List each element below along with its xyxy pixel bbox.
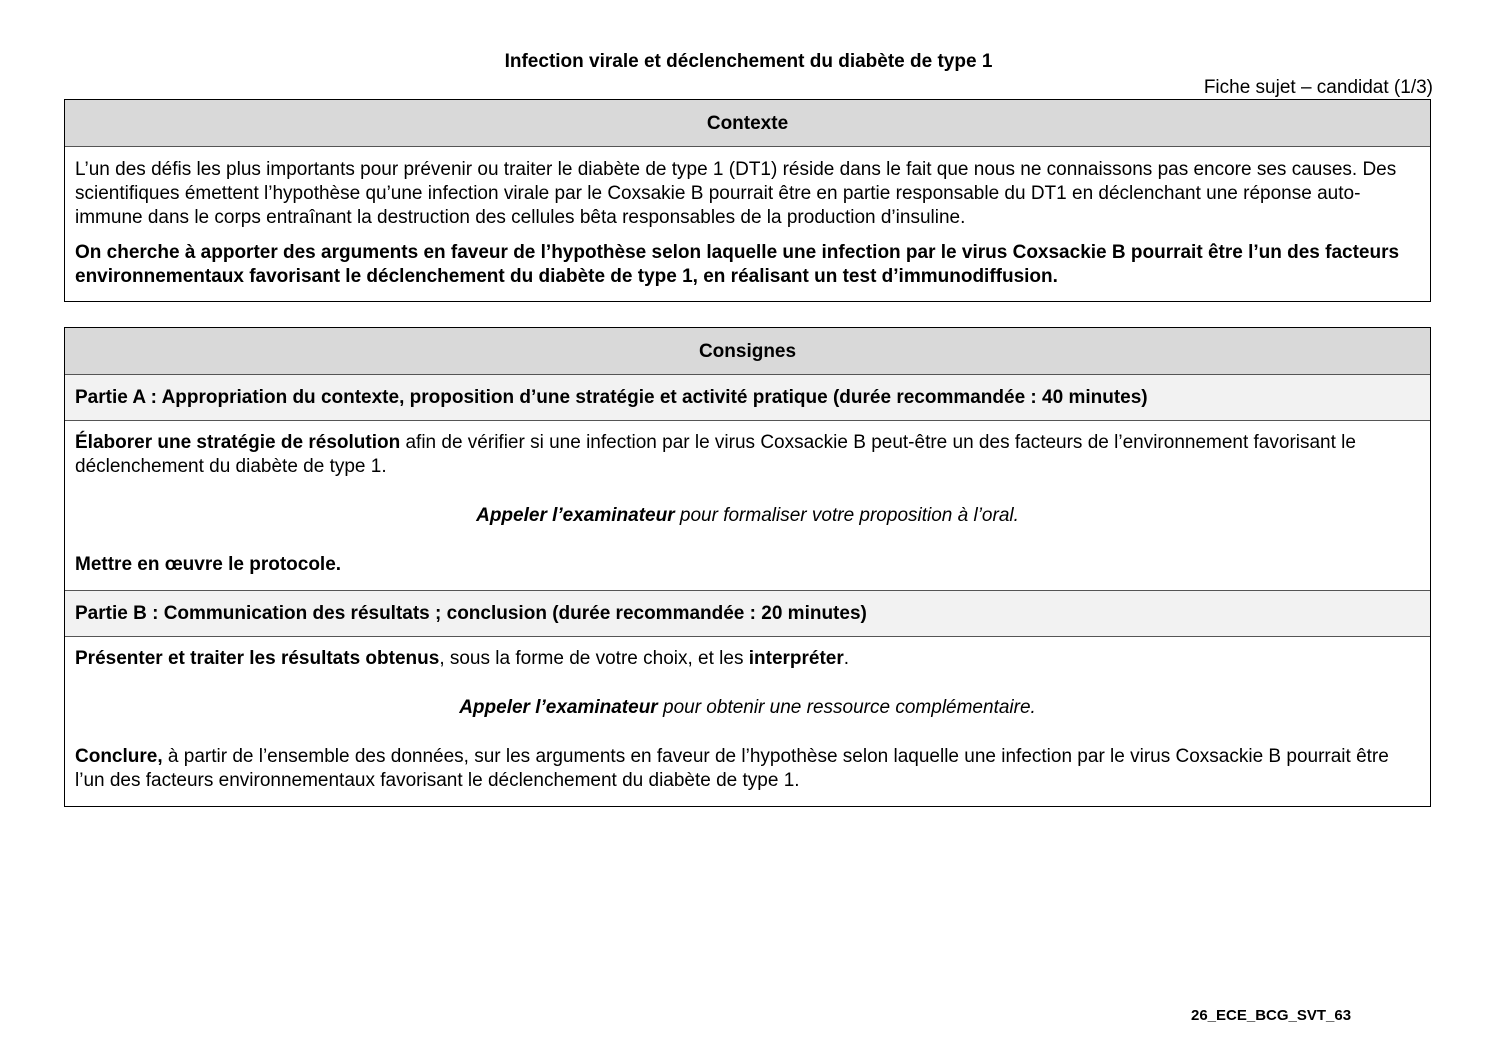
part-b-interpret-bold: interpréter [748,648,844,669]
part-b-conclude-bold: Conclure, [75,746,163,767]
part-a-call-examiner [75,504,1420,528]
call-examiner-bold: Appeler l’examinateur [476,505,675,526]
part-a-strategy [75,431,1420,479]
part-b-conclude-text: à partir de l’ensemble des données, sur les arguments en faveur de l’hypothèse selon laquelle une infection par le virus Coxsackie B pourrait être l’un des facteurs environnementaux favorisant le déclenchement du diabète de type 1. [75,746,1389,791]
part-b-present [75,647,1420,671]
document-title: Infection virale et déclenchement du diabète de type 1 [504,51,993,72]
context-paragraph: L’un des défis les plus importants pour prévenir ou traiter le diabète de type 1 (DT1) réside dans le fait que nous ne connaissons pas encore ses causes. Des scientifiques émettent l’hypothèse qu’une infection virale par le Coxsakie B pourrait être en partie responsable du DT1 en déclenchant une réponse auto-immune dans le corps entraînant la destruction des cellules bêta responsables de la production d’insuline. [75,159,1397,228]
call-examiner-bold: Appeler l’examinateur [459,697,658,718]
part-b-present-end: . [843,648,850,669]
context-section [64,99,1431,302]
context-objective: On cherche à apporter des arguments en faveur de l’hypothèse selon laquelle une infection par le virus Coxsackie B pourrait être l’un des facteurs environnementaux favorisant le déclenchement du diabète de type 1, en réalisant un test d’immunodiffusion. [75,242,1400,287]
part-a-heading: Partie A : Appropriation du contexte, proposition d’une stratégie et activité pratique (durée recommandée : 40 minutes) [65,375,1430,421]
document-code: 26_ECE_BCG_SVT_63 [1191,1007,1352,1024]
instructions-section [64,327,1431,807]
call-examiner-text: pour obtenir une ressource complémentaire. [657,697,1036,718]
part-b-call-examiner [75,696,1420,720]
document-subtitle: Fiche sujet – candidat (1/3) [1203,77,1433,98]
part-b-heading: Partie B : Communication des résultats ; conclusion (durée recommandée : 20 minutes) [65,591,1430,637]
instructions-heading: Consignes [65,328,1430,375]
part-a-strategy-bold: Élaborer une stratégie de résolution [75,432,401,453]
part-a-strategy-text: afin de vérifier si une infection par le virus Coxsackie B peut-être un des facteurs de l’environnement favorisant le déclenchement du diabète de type 1. [75,432,1356,477]
part-b-present-bold: Présenter et traiter les résultats obtenus [75,648,440,669]
part-b-conclude [75,745,1420,793]
context-heading: Contexte [65,100,1430,147]
part-a-protocol: Mettre en œuvre le protocole. [75,554,342,575]
part-b-present-text: , sous la forme de votre choix, et les [439,648,749,669]
part-a-body [65,421,1430,591]
call-examiner-text: pour formaliser votre proposition à l’oral. [674,505,1019,526]
part-b-body [65,637,1430,805]
